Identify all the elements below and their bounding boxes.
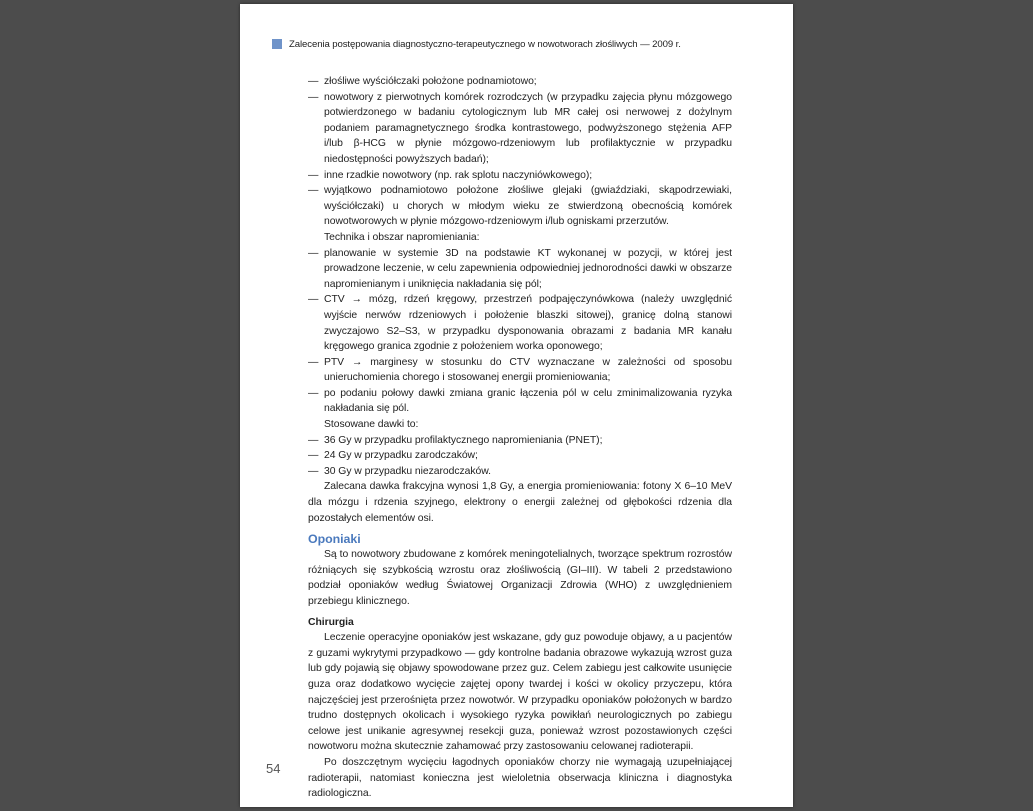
dash-bullet: — <box>308 356 319 368</box>
running-header <box>272 37 681 51</box>
section-intro: Są to nowotwory zbudowane z komórek meningotelialnych, tworzące spektrum rozrostów różniących się szybkością wzrostu oraz złośliwością (GI–III). W tabeli 2 przedstawiono podział oponiaków według Światowej Organizacji Zdrowia (WHO) z uwzględnieniem przebiegu klinicznego. <box>308 549 732 607</box>
list-item: — CTV → mózg, rdzeń kręgowy, przestrzeń podpajęczynówkowa (należy uwzględnić wyjście nerwów rdzeniowych i położenie blaszki sitowej), granicę dolną stanowi zwyczajowo S2–S3, w przypadku dysponowania obrazami z badania MR kanału kręgowego granica zgodnie z położeniem worka oponowego; <box>308 294 732 353</box>
dash-bullet: — <box>308 387 319 399</box>
document-page <box>240 4 793 807</box>
dash-bullet: — <box>308 450 319 462</box>
list-item: — nowotwory z pierwotnych komórek rozrodczych (w przypadku zajęcia płynu mózgowego potwierdzonego w badaniu cytologicznym lub MR całej osi nerwowej z dożylnym podaniem paramagnetycznego środka kontrastowego, podwyższonego stężenia AFP i/lub β-HCG w płynie mózgowo-rdzeniowym lub profilaktycznie w przypadku niedostępności powyższych badań); <box>308 91 732 165</box>
doses-label: Stosowane dawki to: <box>324 419 419 431</box>
list-item: — 36 Gy w przypadku profilaktycznego napromieniania (PNET); <box>308 433 732 449</box>
technique-label: Technika i obszar napromieniania: <box>324 231 480 243</box>
page-number: 54 <box>266 761 281 776</box>
dash-bullet: — <box>308 434 319 446</box>
dash-bullet: — <box>308 185 319 197</box>
list-item: — po podaniu połowy dawki zmiana granic łączenia pól w celu zminimalizowania ryzyka nakładania się pól. <box>308 387 732 415</box>
dash-bullet: — <box>308 294 319 306</box>
list-item: — złośliwe wyściółczaki położone podnamiotowo; <box>308 74 732 90</box>
list-item: — 30 Gy w przypadku niezarodczaków. <box>308 464 732 480</box>
dash-bullet: — <box>308 465 319 477</box>
list-item: — inne rzadkie nowotwory (np. rak splotu naczyniówkowego); <box>308 168 732 184</box>
surgery-paragraph: Leczenie operacyjne oponiaków jest wskazane, gdy guz powoduje objawy, a u pacjentów z guzami wykrytymi przypadkowo — gdy kontrolne badania obrazowe wykazują wzrost guza lub gdy pojawią się objawy spowodowane przez guz. Celem zabiegu jest całkowite usunięcie guza oraz dodatkowo wycięcie zajętej opony twardej i kości w okolicy przyczepu, która najczęściej jest przerośnięta przez nowotwór. W przypadku oponiaków położonych w bardzo trudno dostępnych okolicach i wysokiego ryzyka powikłań neurologicznych po zabiegu celowe jest unikanie agresywnej resekcji guza, ponieważ wzrost pozostawionych części nowotworu można skutecznie zahamować przy zastosowaniu celowanej radioterapii. <box>308 632 732 753</box>
header-square-marker <box>272 39 282 49</box>
dash-bullet: — <box>308 247 319 259</box>
surgery-paragraph: Po doszczętnym wycięciu łagodnych oponiaków chorzy nie wymagają uzupełniającej radioterapii, natomiast konieczna jest wieloletnia obserwacja kliniczna i diagnostyka radiologiczna. <box>308 756 732 800</box>
subheading: Chirurgia <box>308 616 354 628</box>
list-item: — 24 Gy w przypadku zarodczaków; <box>308 448 732 464</box>
dash-bullet: — <box>308 91 319 103</box>
list-item: — PTV → marginesy w stosunku do CTV wyznaczane w zależności od sposobu unieruchomienia chorego i stosowanej energii promieniowania; <box>308 356 732 384</box>
header-title: Zalecenia postępowania diagnostyczno-terapeutycznego w nowotworach złośliwych — 2009 r. <box>289 38 681 50</box>
list-item: — planowanie w systemie 3D na podstawie KT wykonanej w pozycji, w której jest prowadzone leczenie, w celu zapewnienia odpowiedniej jednorodności dawki w obszarze napromienianym i uniknięcia nakładania się pól; <box>308 247 732 290</box>
dash-bullet: — <box>308 76 319 87</box>
body-text <box>308 74 732 802</box>
fraction-paragraph: Zalecana dawka frakcyjna wynosi 1,8 Gy, a energia promieniowania: fotony X 6–10 MeV dla mózgu i rdzenia szyjnego, elektrony o energii zależnej od głębokości rdzenia dla pozostałych elementów osi. <box>308 481 732 524</box>
dash-bullet: — <box>308 169 319 181</box>
list-item: — wyjątkowo podnamiotowo położone złośliwe glejaki (gwiaździaki, skąpodrzewiaki, wyściółczaki) u chorych w młodym wieku ze stwierdzoną obecnością komórek nowotworowych w płynie mózgowo-rdzeniowym i/lub ogniskami przerzutów. <box>308 185 732 228</box>
section-title: Oponiaki <box>308 532 361 547</box>
